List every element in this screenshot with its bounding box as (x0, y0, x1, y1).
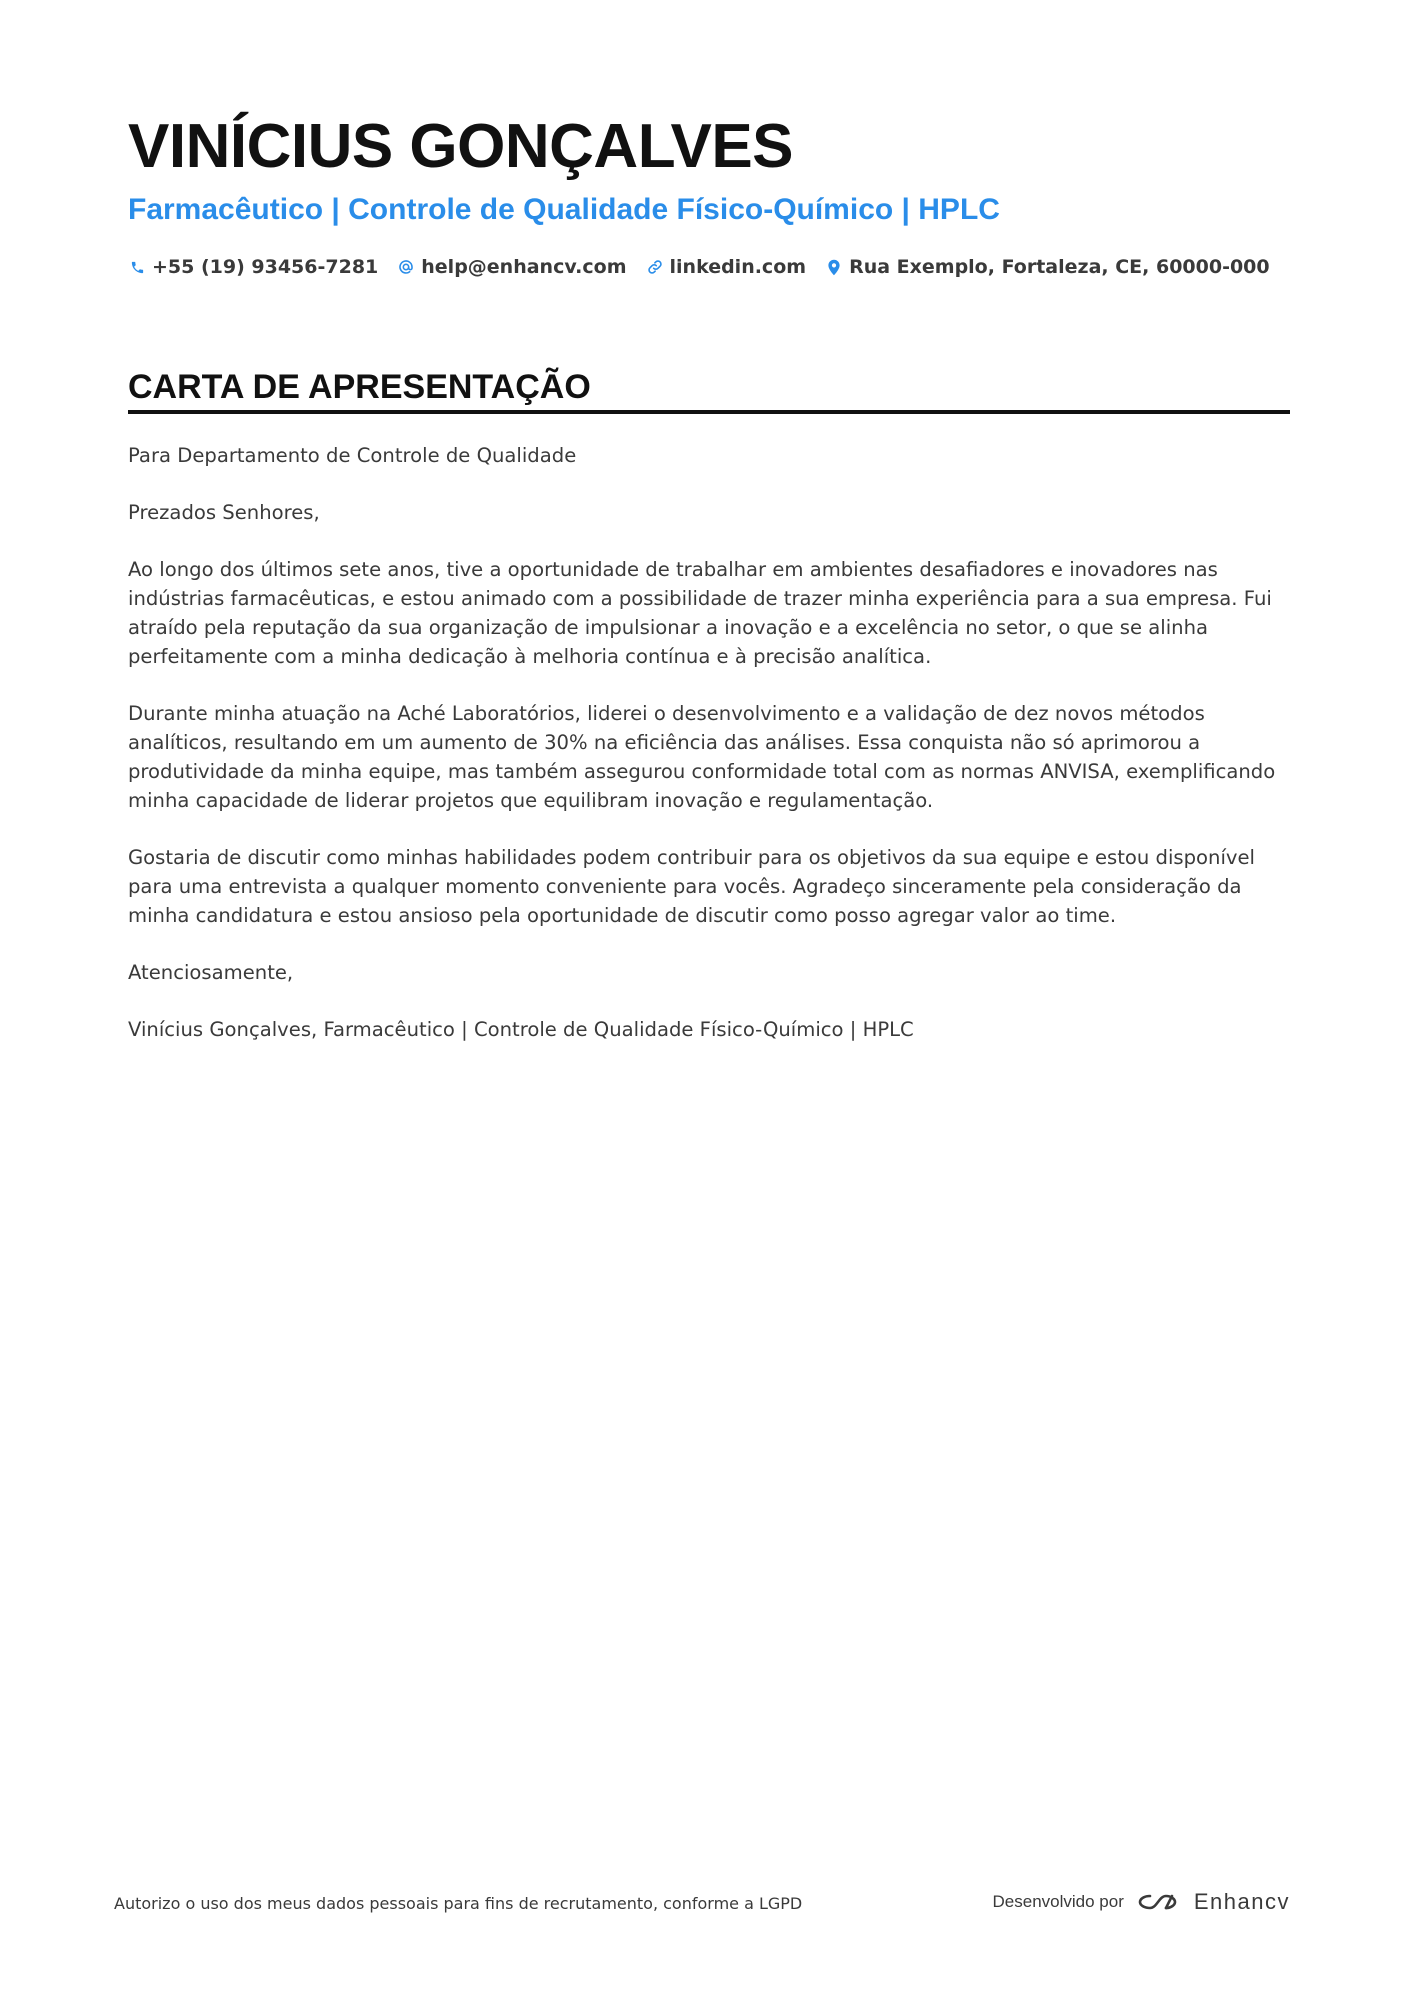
footer-consent: Autorizo o uso dos meus dados pessoais para fins de recrutamento, conforme a LGPD (114, 1894, 803, 1913)
contact-linkedin-text: linkedin.com (669, 256, 807, 278)
phone-icon (128, 258, 146, 276)
section-divider (128, 410, 1290, 414)
contact-linkedin[interactable] (646, 253, 807, 281)
at-icon (397, 258, 415, 276)
powered-by-label: Desenvolvido por (992, 1892, 1124, 1911)
letter-recipient: Para Departamento de Controle de Qualidade (128, 444, 577, 467)
contact-bar (128, 253, 1289, 281)
letter-paragraph: Durante minha atuação na Aché Laboratórios, liderei o desenvolvimento e a validação de dez novos métodos analíticos, resultando em um aumento de 30% na eficiência das análises. Essa conquista não só aprimorou a produtividade da minha equipe, mas também assegurou conformidade total com as normas ANVISA, exemplificando minha capacidade de liderar projetos que equilibram inovação e regulamentação. (128, 702, 1276, 812)
footer-brand[interactable] (993, 1889, 1290, 1915)
letter-paragraph: Ao longo dos últimos sete anos, tive a oportunidade de trabalhar em ambientes desafiadores e inovadores nas indústrias farmacêuticas, e estou animado com a possibilidade de trazer minha experiência para a sua empresa. Fui atraído pela reputação da sua organização de impulsionar a inovação e a excelência no setor, o que se alinha perfeitamente com a minha dedicação à melhoria contínua e à precisão analítica. (128, 558, 1272, 668)
link-icon (646, 258, 664, 276)
letter-signature: Vinícius Gonçalves, Farmacêutico | Controle de Qualidade Físico-Químico | HPLC (128, 1018, 914, 1041)
contact-address-text: Rua Exemplo, Fortaleza, CE, 60000-000 (849, 256, 1270, 278)
contact-email[interactable] (397, 253, 626, 281)
section-title: CARTA DE APRESENTAÇÃO (128, 368, 591, 406)
candidate-headline: Farmacêutico | Controle de Qualidade Físico-Químico | HPLC (128, 193, 1000, 226)
contact-email-text: help@enhancv.com (421, 256, 627, 278)
contact-phone[interactable] (128, 253, 378, 281)
location-pin-icon (825, 258, 843, 276)
letter-salutation: Prezados Senhores, (128, 501, 320, 524)
candidate-name: VINÍCIUS GONÇALVES (128, 112, 794, 181)
contact-phone-text: +55 (19) 93456-7281 (152, 256, 379, 278)
letter-closing: Atenciosamente, (128, 961, 294, 984)
letter-body (128, 441, 1290, 1072)
brand-name: Enhancv (1193, 1889, 1290, 1914)
contact-address (825, 253, 1270, 281)
enhancv-logo-icon (1136, 1890, 1180, 1914)
letter-paragraph: Gostaria de discutir como minhas habilidades podem contribuir para os objetivos da sua equipe e estou disponível para uma entrevista a qualquer momento conveniente para vocês. Agradeço sinceramente pela consideração da minha candidatura e estou ansioso pela oportunidade de discutir como posso agregar valor ao time. (128, 846, 1256, 927)
